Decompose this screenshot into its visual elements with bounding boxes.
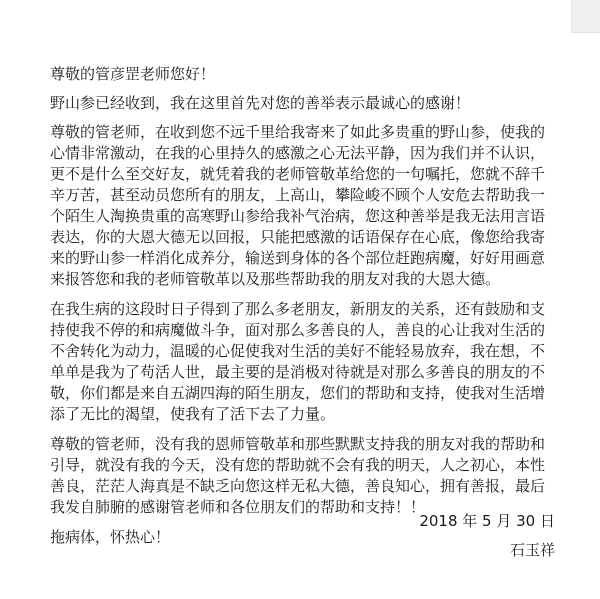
letter-body — [50, 64, 545, 557]
letter-paragraph-mentor: 尊敬的管老师，没有我的恩师管敬革和那些默默支持我的朋友对我的帮助和引导，就没有我的今天，没有您的帮助就不会有我的明天，人之初心，本性善良，茫茫人海真是不缺乏向您这样无私大德，善良知心，拥有善报，最后我发自肺腑的感谢管老师和各位朋友们的帮助和支持！！ — [50, 435, 546, 516]
letter-paragraph-illness: 在我生病的这段时日子得到了那么多老朋友，新朋友的关系，还有鼓励和支持使我不停的和病魔做斗争，面对那么多善良的人，善良的心让我对生活的不舍转化为动力，温暖的心促使我对生活的美好不能轻易放弃，我在想，不单单是我为了苟活人世，最主要的是消极对待就是对那么多善良的朋友的不敬，你们都是来自五湖四海的陌生朋友，您们的帮助和支持，使我对生活增添了无比的渴望，使我有了活下去了力量。 — [50, 300, 546, 423]
letter-salutation: 尊敬的管彦罡老师您好！ — [50, 65, 216, 83]
corner-scroll-tab[interactable] — [571, 0, 600, 33]
letter-paragraph-thanks: 野山参已经收到，我在这里首先对您的善举表示最诚心的感谢！ — [50, 94, 471, 112]
letter-signature: 石玉祥 — [509, 541, 555, 559]
letter-date: 2018 年 5 月 30 日 — [419, 512, 555, 530]
letter-paragraph-closing: 拖病体，怀热心！ — [50, 528, 171, 546]
letter-paragraph-gratitude: 尊敬的管老师，在收到您不远千里给我寄来了如此多贵重的野山参，使我的心情非常激动，在我的心里持久的感激之心无法平静，因为我们并不认识，更不是什么至交好友，就凭着我的老师管敬革给您的一句嘱托，您就不辞千辛万苦，甚至动员您所有的朋友，上高山，攀险峻不顾个人安危去帮助我一个陌生人淘换贵重的高寒野山参给我补气治病，您这种善举是我无法用言语表达，你的大恩大德无以回报，只能把感激的话语保存在心底，像您给我寄来的野山参一样消化成养分，输送到身体的各个部位赶跑病魔，好好用画意来报答您和我的老师管敬革以及那些帮助我的朋友对我的大恩大德。 — [50, 123, 546, 288]
